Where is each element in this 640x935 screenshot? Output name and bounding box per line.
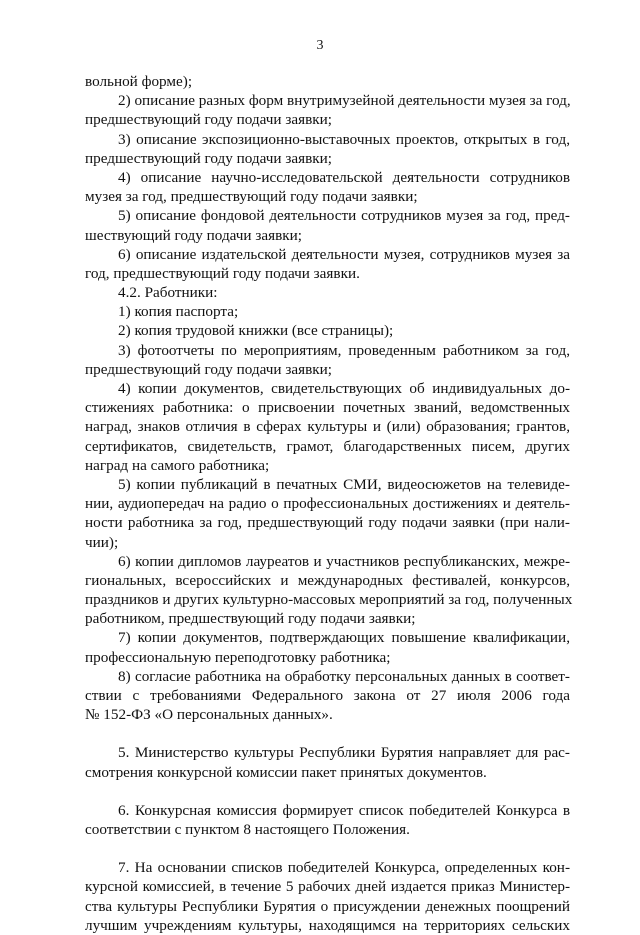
text-line: профессиональную переподготовку работника; bbox=[85, 648, 391, 666]
text-line: 6. Конкурсная комиссия формирует список победителей Конкурса в bbox=[118, 801, 570, 819]
text-block bbox=[85, 72, 573, 724]
text-line: 6) копии дипломов лауреатов и участников республиканских, межре- bbox=[118, 552, 570, 570]
text-line: предшествующий году подачи заявки; bbox=[85, 111, 332, 129]
text-line: гиональных, всероссийских и международных фестивалей, конкурсов, bbox=[85, 571, 570, 589]
text-line: смотрения конкурсной комиссии пакет принятых документов. bbox=[85, 763, 487, 781]
paragraph-gap bbox=[85, 839, 570, 858]
text-line: наград, знаков отличия в сферах культуры и (или) образования; грантов, bbox=[85, 418, 570, 436]
page-number: 3 bbox=[316, 38, 324, 53]
text-line: 5) копии публикаций в печатных СМИ, видеосюжетов на телевиде- bbox=[118, 475, 570, 493]
text-line: 5) описание фондовой деятельности сотрудников музея за год, пред- bbox=[118, 207, 570, 225]
text-line: нии, аудиопередач на радио о профессиональных достижениях и деятель- bbox=[85, 495, 570, 513]
text-line: вольной форме); bbox=[85, 73, 193, 90]
text-line: № 152-ФЗ «О персональных данных». bbox=[85, 706, 333, 724]
text-line: ства культуры Республики Бурятия о присуждении денежных поощрений bbox=[85, 897, 570, 915]
text-line: 6) описание издательской деятельности музея, сотрудников музея за bbox=[118, 245, 570, 263]
text-line: год, предшествующий году подачи заявки. bbox=[85, 264, 360, 282]
text-line: сертификатов, свидетельств, грамот, благодарственных писем, других bbox=[85, 437, 570, 455]
text-line: 8) согласие работника на обработку персональных данных в соответ- bbox=[118, 667, 570, 685]
text-line: шествующий году подачи заявки; bbox=[85, 226, 302, 244]
text-block bbox=[85, 743, 570, 781]
text-line: предшествующий году подачи заявки; bbox=[85, 360, 332, 378]
text-line: стижениях работника: о присвоении почетных званий, ведомственных bbox=[85, 399, 570, 417]
text-line: соответствии с пунктом 8 настоящего Положения. bbox=[85, 820, 410, 838]
document-body bbox=[85, 72, 573, 935]
text-line: работником, предшествующий году подачи заявки; bbox=[85, 610, 416, 628]
text-line: 7. На основании списков победителей Конкурса, определенных кон- bbox=[118, 859, 570, 877]
text-line: ствии с требованиями Федерального закона от 27 июля 2006 года bbox=[85, 687, 570, 704]
text-block bbox=[85, 801, 570, 839]
text-line: предшествующий году подачи заявки; bbox=[85, 149, 332, 167]
text-line: 7) копии документов, подтверждающих повышение квалификации, bbox=[118, 629, 570, 647]
text-line: 4) копии документов, свидетельствующих об индивидуальных до- bbox=[118, 380, 570, 397]
paragraph-gap bbox=[85, 724, 570, 743]
text-line: 1) копия паспорта; bbox=[118, 303, 239, 321]
paragraph-gap bbox=[85, 782, 570, 801]
text-block bbox=[85, 858, 570, 935]
text-line: музея за год, предшествующий году подачи заявки; bbox=[85, 188, 418, 206]
text-line: 2) копия трудовой книжки (все страницы); bbox=[118, 322, 394, 340]
text-line: 5. Министерство культуры Республики Бурятия направляет для рас- bbox=[118, 744, 570, 762]
text-line: 3) описание экспозиционно-выставочных проектов, открытых в год, bbox=[118, 130, 570, 148]
text-line: 2) описание разных форм внутримузейной деятельности музея за год, bbox=[118, 92, 571, 110]
text-line: праздников и других культурно-массовых мероприятий за год, полученных bbox=[85, 591, 573, 609]
text-line: лучшим учреждениям культуры, находящимся на территориях сельских bbox=[85, 916, 570, 934]
text-line: чии); bbox=[85, 533, 119, 551]
text-line: 3) фотоотчеты по мероприятиям, проведенным работником за год, bbox=[118, 341, 570, 359]
text-line: 4) описание научно-исследовательской деятельности сотрудников bbox=[118, 168, 570, 186]
text-line: наград на самого работника; bbox=[85, 456, 270, 474]
text-line: курсной комиссией, в течение 5 рабочих дней издается приказ Министер- bbox=[85, 878, 570, 896]
text-line: 4.2. Работники: bbox=[118, 284, 218, 302]
text-line: ности работника за год, предшествующий году подачи заявки (при нали- bbox=[85, 514, 570, 532]
